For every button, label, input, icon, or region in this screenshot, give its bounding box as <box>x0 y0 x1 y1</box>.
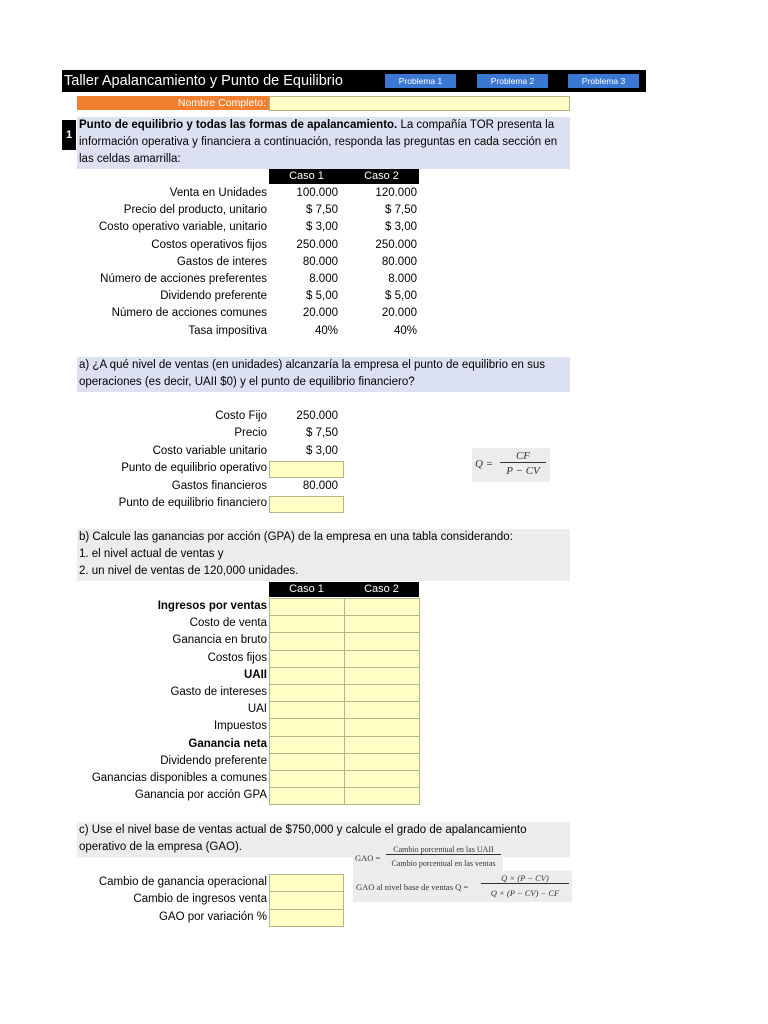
gpa-input-caso1[interactable] <box>269 770 345 788</box>
gao-f1-num: Cambio porcentual en las UAII <box>386 845 501 855</box>
gpa-row-label: Ganancias disponibles a comunes <box>91 772 267 784</box>
gpa-header-caso1: Caso 1 <box>269 582 344 597</box>
table1-row-label: Costo operativo variable, unitario <box>98 221 267 234</box>
section-a-row-label: Costo variable unitario <box>152 444 267 457</box>
gpa-input-caso1[interactable] <box>269 598 345 616</box>
gpa-input-caso1[interactable] <box>269 615 345 633</box>
table1-row-caso2: 40% <box>393 324 417 337</box>
question-b-line-2: 1. el nivel actual de ventas y <box>79 548 224 560</box>
section-a-row-value: 250.000 <box>296 410 338 422</box>
gao-f1-lhs: GAO = <box>355 853 381 863</box>
problem-number-badge: 1 <box>62 120 76 150</box>
intro-bold: Punto de equilibrio y todas las formas de apalancamiento. <box>79 119 398 131</box>
table1-header-caso2: Caso 2 <box>344 169 419 184</box>
gpa-input-caso2[interactable] <box>344 684 420 702</box>
gpa-input-caso2[interactable] <box>344 667 420 685</box>
table1-row-label: Venta en Unidades <box>169 187 267 199</box>
sheet-title: Taller Apalancamiento y Punto de Equilibrio <box>64 73 343 89</box>
formula-lhs: Q = <box>475 458 494 470</box>
table1-row-caso2: 120.000 <box>375 187 417 199</box>
section-a-row-value: $ 7,50 <box>306 427 338 440</box>
gpa-input-caso2[interactable] <box>344 615 420 633</box>
table1-header-caso1: Caso 1 <box>269 169 344 184</box>
gpa-input-caso1[interactable] <box>269 787 345 805</box>
gpa-row-label: Impuestos <box>213 720 267 733</box>
gpa-header-caso2: Caso 2 <box>344 582 419 597</box>
table1-row-caso2: $ 5,00 <box>385 290 417 303</box>
problema-2-button[interactable]: Problema 2 <box>477 74 548 88</box>
gpa-input-caso1[interactable] <box>269 632 345 650</box>
table1-row-caso2: $ 3,00 <box>385 221 417 234</box>
gpa-input-caso1[interactable] <box>269 701 345 719</box>
table1-row-caso2: 20.000 <box>381 307 417 320</box>
gpa-input-caso2[interactable] <box>344 598 420 616</box>
intro-paragraph <box>77 117 570 169</box>
gpa-row-label: UAII <box>244 668 267 681</box>
gao-f2-den: Q × (P − CV) − CF <box>490 888 560 898</box>
gpa-row-label: Ganancia neta <box>188 737 267 750</box>
table1-row-caso2: 250.000 <box>375 238 417 251</box>
section-a-input[interactable] <box>269 461 344 478</box>
section-a-row-label: Punto de equilibrio operativo <box>121 462 267 475</box>
table1-row-caso1: $ 3,00 <box>306 221 338 234</box>
table1-row-label: Número de acciones preferentes <box>100 273 267 285</box>
gao-f2-lhs: GAO al nivel base de ventas Q = <box>356 882 469 892</box>
table1-row-caso1: $ 5,00 <box>306 290 338 303</box>
name-input[interactable] <box>269 96 570 111</box>
table1-row-label: Tasa impositiva <box>188 324 267 337</box>
section-a-row-label: Punto de equilibrio financiero <box>118 497 267 509</box>
section-a-row-label: Gastos financieros <box>171 479 267 492</box>
gpa-input-caso1[interactable] <box>269 718 345 736</box>
gpa-row-label: Ganancia en bruto <box>172 634 267 647</box>
gpa-input-caso1[interactable] <box>269 753 345 771</box>
table1-row-label: Gastos de interes <box>176 255 267 268</box>
table1-row-caso1: 250.000 <box>296 238 338 251</box>
table1-row-label: Precio del producto, unitario <box>123 204 267 217</box>
gpa-row-label: Ganancia por acción GPA <box>134 789 267 802</box>
gpa-input-caso2[interactable] <box>344 701 420 719</box>
gpa-input-caso2[interactable] <box>344 736 420 754</box>
question-a: a) ¿A qué nivel de ventas (en unidades) alcanzaría la empresa el punto de equilibrio en sus operaciones (es decir, UAII $0) y el punto de equilibrio financiero? <box>77 357 570 392</box>
section-a-row-label: Costo Fijo <box>215 410 267 422</box>
question-b-line-3: 2. un nivel de ventas de 120,000 unidades. <box>79 565 299 577</box>
problema-1-button[interactable]: Problema 1 <box>385 74 456 88</box>
formula-num: CF <box>500 450 546 463</box>
gpa-row-label: Costo de venta <box>189 617 267 630</box>
gpa-row-label: Gasto de intereses <box>170 686 267 698</box>
gpa-input-caso2[interactable] <box>344 770 420 788</box>
gao-input[interactable] <box>269 891 344 909</box>
gao-row-label: Cambio de ganancia operacional <box>98 876 267 888</box>
gao-row-label: Cambio de ingresos venta <box>133 893 267 906</box>
gao-formula-2 <box>353 871 572 902</box>
gao-input[interactable] <box>269 909 344 927</box>
gpa-input-caso1[interactable] <box>269 667 345 685</box>
formula-den: P − CV <box>506 465 540 477</box>
gao-formula-1 <box>353 843 503 873</box>
gpa-row-label: Dividendo preferente <box>160 754 267 767</box>
gpa-input-caso2[interactable] <box>344 650 420 668</box>
breakeven-formula <box>472 448 550 482</box>
question-c: c) Use el nivel base de ventas actual de $750,000 y calcule el grado de apalancamiento operativo de la empresa (GAO). <box>77 822 570 857</box>
gpa-input-caso2[interactable] <box>344 718 420 736</box>
gpa-input-caso2[interactable] <box>344 632 420 650</box>
table1-row-caso1: 40% <box>314 324 338 337</box>
table1-row-caso2: 80.000 <box>381 255 417 268</box>
table1-row-caso1: $ 7,50 <box>306 204 338 217</box>
gao-f1-den: Cambio porcentual en las ventas <box>391 859 496 868</box>
table1-row-caso2: $ 7,50 <box>385 204 417 217</box>
section-a-row-value: 80.000 <box>302 479 338 492</box>
gpa-row-label: Ingresos por ventas <box>157 600 267 612</box>
gao-row-label: GAO por variación % <box>158 910 267 923</box>
gpa-input-caso1[interactable] <box>269 684 345 702</box>
table1-row-label: Costos operativos fijos <box>151 238 267 251</box>
section-a-input[interactable] <box>269 496 344 513</box>
question-b-line-1: b) Calcule las ganancias por acción (GPA) de la empresa en una tabla considerando: <box>79 531 513 543</box>
table1-row-caso1: 100.000 <box>296 187 338 199</box>
gao-input[interactable] <box>269 874 344 892</box>
gpa-input-caso2[interactable] <box>344 753 420 771</box>
gpa-row-label: Costos fijos <box>207 651 267 664</box>
question-b <box>77 529 570 581</box>
section-a-row-label: Precio <box>234 427 267 440</box>
section-a-row-value: $ 3,00 <box>306 444 338 457</box>
gpa-input-caso2[interactable] <box>344 787 420 805</box>
name-label: Nombre Completo: <box>77 96 269 110</box>
problema-3-button[interactable]: Problema 3 <box>568 74 639 88</box>
intro-text: La compañía TOR presenta la información operativa y financiera a continuación, responda las preguntas en cada sección en las celdas amarrilla: <box>79 119 558 165</box>
table1-row-caso1: 20.000 <box>302 307 338 320</box>
gpa-input-caso1[interactable] <box>269 736 345 754</box>
gao-f2-num: Q × (P − CV) <box>481 873 569 884</box>
table1-row-caso2: 8.000 <box>388 273 417 285</box>
gpa-input-caso1[interactable] <box>269 650 345 668</box>
table1-row-label: Número de acciones comunes <box>111 307 267 320</box>
table1-row-caso1: 80.000 <box>302 255 338 268</box>
gpa-row-label: UAI <box>247 703 267 716</box>
table1-row-label: Dividendo preferente <box>160 290 267 303</box>
table1-row-caso1: 8.000 <box>309 273 338 285</box>
